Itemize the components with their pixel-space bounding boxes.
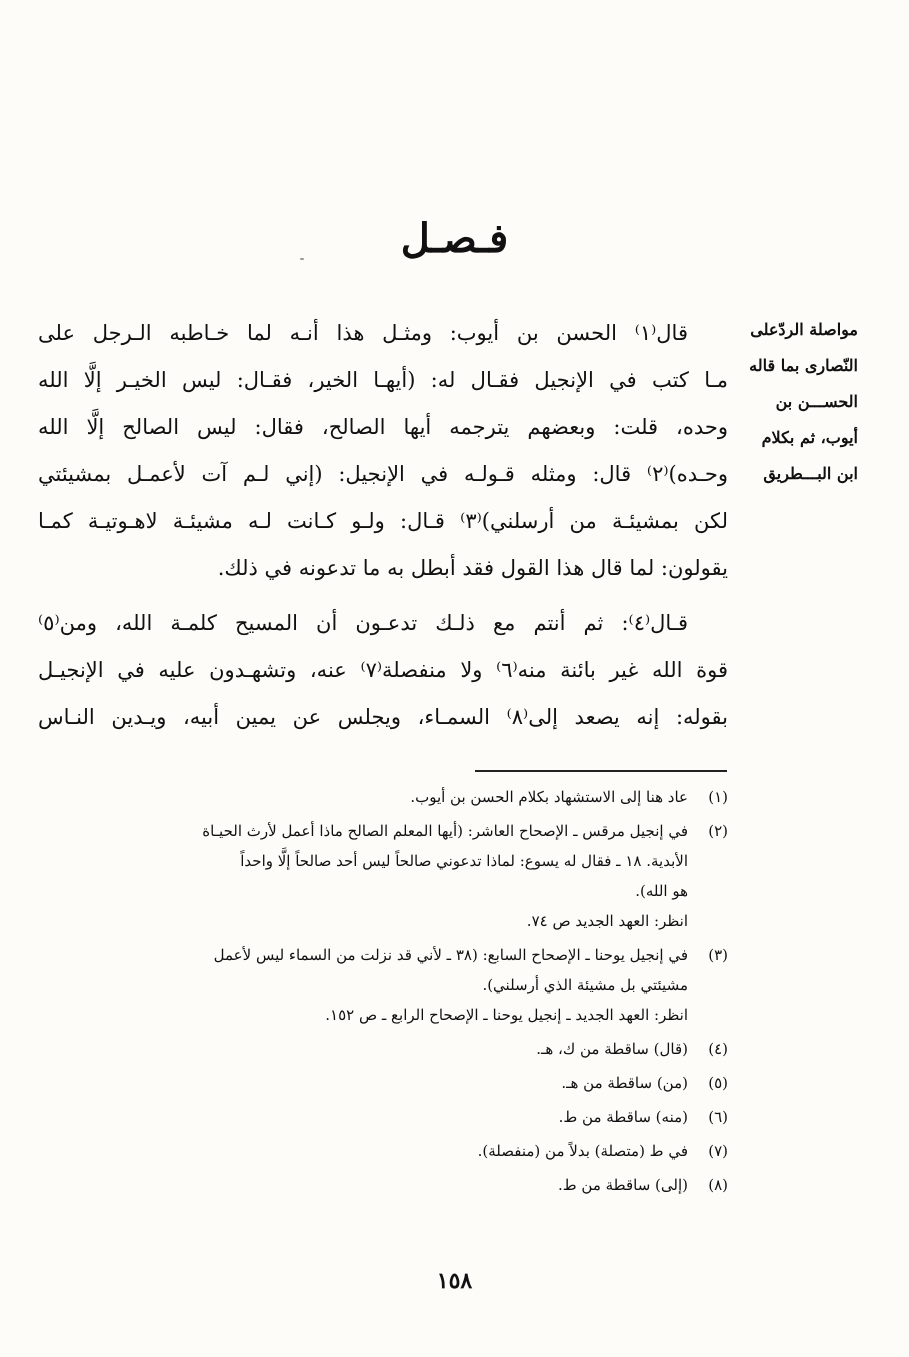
footnote [38, 1102, 728, 1132]
margin-note [738, 312, 858, 492]
footnote-text: انظر: العهد الجديد ـ إنجيل يوحنا ـ الإصحاح الرابع ـ ص ١٥٢. [325, 1006, 688, 1024]
footnote [38, 1068, 728, 1098]
footnote [38, 940, 728, 1030]
text-line: قال⁽١⁾ الحسن بن أيوب: ومثـل هذا أنـه لما خـاطبه الـرجل على [38, 321, 688, 345]
text-line: وحـده)⁽٢⁾ قال: ومثله قـولـه في الإنجيل: (إني لـم آت لأعمـل بمشيئتي [38, 462, 728, 486]
footnote [38, 782, 728, 812]
footnote-number: (١) [708, 788, 728, 806]
footnote-text: مشيئتي بل مشيئة الذي أرسلني). [482, 976, 688, 994]
footnote-text: (من) ساقطة من هـ. [561, 1074, 688, 1092]
footnote-number: (٦) [708, 1108, 728, 1126]
footnote-text: (منه) ساقطة من ط. [558, 1108, 688, 1126]
footnote-text: (إلى) ساقطة من ط. [558, 1176, 688, 1194]
footnote-number: (٨) [708, 1176, 728, 1194]
footnote [38, 816, 728, 936]
text-line: بقوله: إنه يصعد إلى⁽٨⁾ السمـاء، ويجلس عن يمين أبيه، ويـدين النـاس [38, 705, 728, 729]
margin-note-line: الحســـن بن [775, 392, 858, 411]
footnote-separator [475, 770, 727, 772]
page-number: ١٥٨ [436, 1268, 473, 1294]
margin-note-line: مواصلة الردّعلى [750, 320, 858, 339]
footnote [38, 1034, 728, 1064]
footnote-text: في إنجيل مرقس ـ الإصحاح العاشر: (أيها المعلم الصالح ماذا أعمل لأرث الحيـاة [202, 822, 688, 840]
footnote-number: (٤) [708, 1040, 728, 1058]
footnote-number: (٧) [708, 1142, 728, 1160]
footnote [38, 1170, 728, 1200]
margin-note-line: ابن البـــطريق [763, 464, 858, 483]
margin-note-line: أيوب، ثم بكلام [761, 428, 858, 447]
margin-note-line: النّصارى بما قاله [749, 356, 858, 375]
footnote-text: انظر: العهد الجديد ص ٧٤. [526, 912, 688, 930]
footnotes [38, 782, 728, 1204]
print-speck [300, 258, 304, 260]
text-line: لكن بمشيئـة من أرسلني)⁽٣⁾ قـال: ولـو كـانت لـه مشيئـة لاهـوتيـة كمـا [38, 509, 728, 533]
text-line: قوة الله غير بائنة منه⁽٦⁾ ولا منفصلة⁽٧⁾ عنه، وتشهـدون عليه في الإنجيـل [38, 658, 728, 682]
text-line: مـا كتب في الإنجيل فقـال له: (أيهـا الخير، فقـال: ليس الخيـر إلَّا الله [38, 368, 728, 392]
text-line: قـال⁽٤⁾: ثم أنتم مع ذلـك تدعـون أن المسيح كلمـة الله، ومن⁽٥⁾ [38, 611, 688, 635]
text-line: يقولون: لما قال هذا القول فقد أبطل به ما تدعونه في ذلك. [217, 556, 728, 580]
footnote-text: عاد هنا إلى الاستشهاد بكلام الحسن بن أيوب. [410, 788, 688, 806]
footnote-number: (٢) [708, 822, 728, 840]
footnote-text: في ط (متصلة) بدلاً من (منفصلة). [477, 1142, 688, 1160]
footnote-text: في إنجيل يوحنا ـ الإصحاح السابع: (٣٨ ـ لأني قد نزلت من السماء ليس لأعمل [213, 946, 688, 964]
footnote [38, 1136, 728, 1166]
footnote-text: هو الله). [635, 882, 688, 900]
main-text [38, 310, 728, 741]
page-title: فـصـل [400, 215, 509, 262]
footnote-text: الأبدية. ١٨ ـ فقال له يسوع: لماذا تدعوني صالحاً ليس أحد صالحاً إلَّا واحداً [240, 852, 688, 870]
footnote-text: (قال) ساقطة من ك، هـ. [536, 1040, 688, 1058]
text-line: وحده، قلت: وبعضهم يترجمه أيها الصالح، فقال: ليس الصالح إلَّا الله [38, 415, 728, 439]
footnote-number: (٥) [708, 1074, 728, 1092]
footnote-number: (٣) [708, 946, 728, 964]
